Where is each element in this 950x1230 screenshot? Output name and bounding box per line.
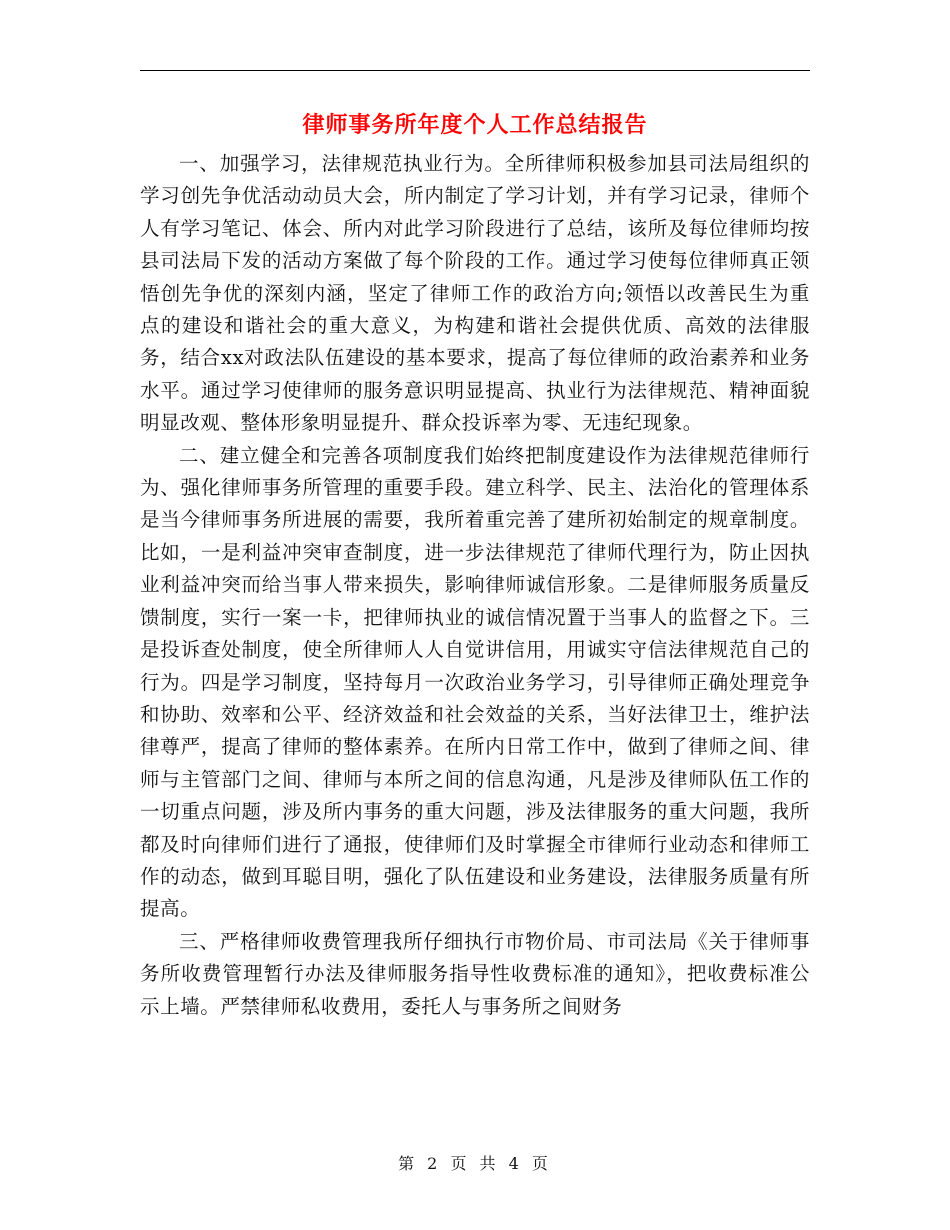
header-rule [140, 70, 810, 71]
document-title: 律师事务所年度个人工作总结报告 [302, 112, 648, 138]
paragraph-2: 二、建立健全和完善各项制度我们始终把制度建设作为法律规范律师行为、强化律师事务所管理的重要手段。建立科学、民主、法治化的管理体系是当今律师事务所进展的需要，我所着重完善了建所初始制定的规章制度。比如，一是利益冲突审查制度，进一步法律规范了律师代理行为，防止因执业利益冲突而给当事人带来损失，影响律师诚信形象。二是律师服务质量反馈制度，实行一案一卡，把律师执业的诚信情况置于当事人的监督之下。三是投诉查处制度，使全所律师人人自觉讲信用，用诚实守信法律规范自己的行为。四是学习制度，坚持每月一次政治业务学习，引导律师正确处理竞争和协助、效率和公平、经济效益和社会效益的关系，当好法律卫士，维护法律尊严，提高了律师的整体素养。在所内日常工作中，做到了律师之间、律师与主管部门之间、律师与本所之间的信息沟通，凡是涉及律师队伍工作的一切重点问题，涉及所内事务的重大问题，涉及法律服务的重大问题，我所都及时向律师们进行了通报，使律师们及时掌握全市律师行业动态和律师工作的动态，做到耳聪目明，强化了队伍建设和业务建设，法律服务质量有所提高。 [140, 443, 810, 921]
page-number: 第 2 页 共 4 页 [398, 1154, 552, 1173]
paragraph-3: 三、严格律师收费管理我所仔细执行市物价局、市司法局《关于律师事务所收费管理暂行办法及律师服务指导性收费标准的通知》，把收费标准公示上墙。严禁律师私收费用，委托人与事务所之间财务 [140, 929, 810, 1018]
paragraph-1: 一、加强学习，法律规范执业行为。全所律师积极参加县司法局组织的学习创先争优活动动员大会，所内制定了学习计划，并有学习记录，律师个人有学习笔记、体会、所内对此学习阶段进行了总结，该所及每位律师均按县司法局下发的活动方案做了每个阶段的工作。通过学习使每位律师真正领悟创先争优的深刻内涵，坚定了律师工作的政治方向;领悟以改善民生为重点的建设和谐社会的重大意义，为构建和谐社会提供优质、高效的法律服务，结合xx对政法队伍建设的基本要求，提高了每位律师的政治素养和业务水平。通过学习使律师的服务意识明显提高、执业行为法律规范、精神面貌明显改观、整体形象明显提升、群众投诉率为零、无违纪现象。 [140, 152, 810, 435]
document-body [140, 148, 810, 1023]
